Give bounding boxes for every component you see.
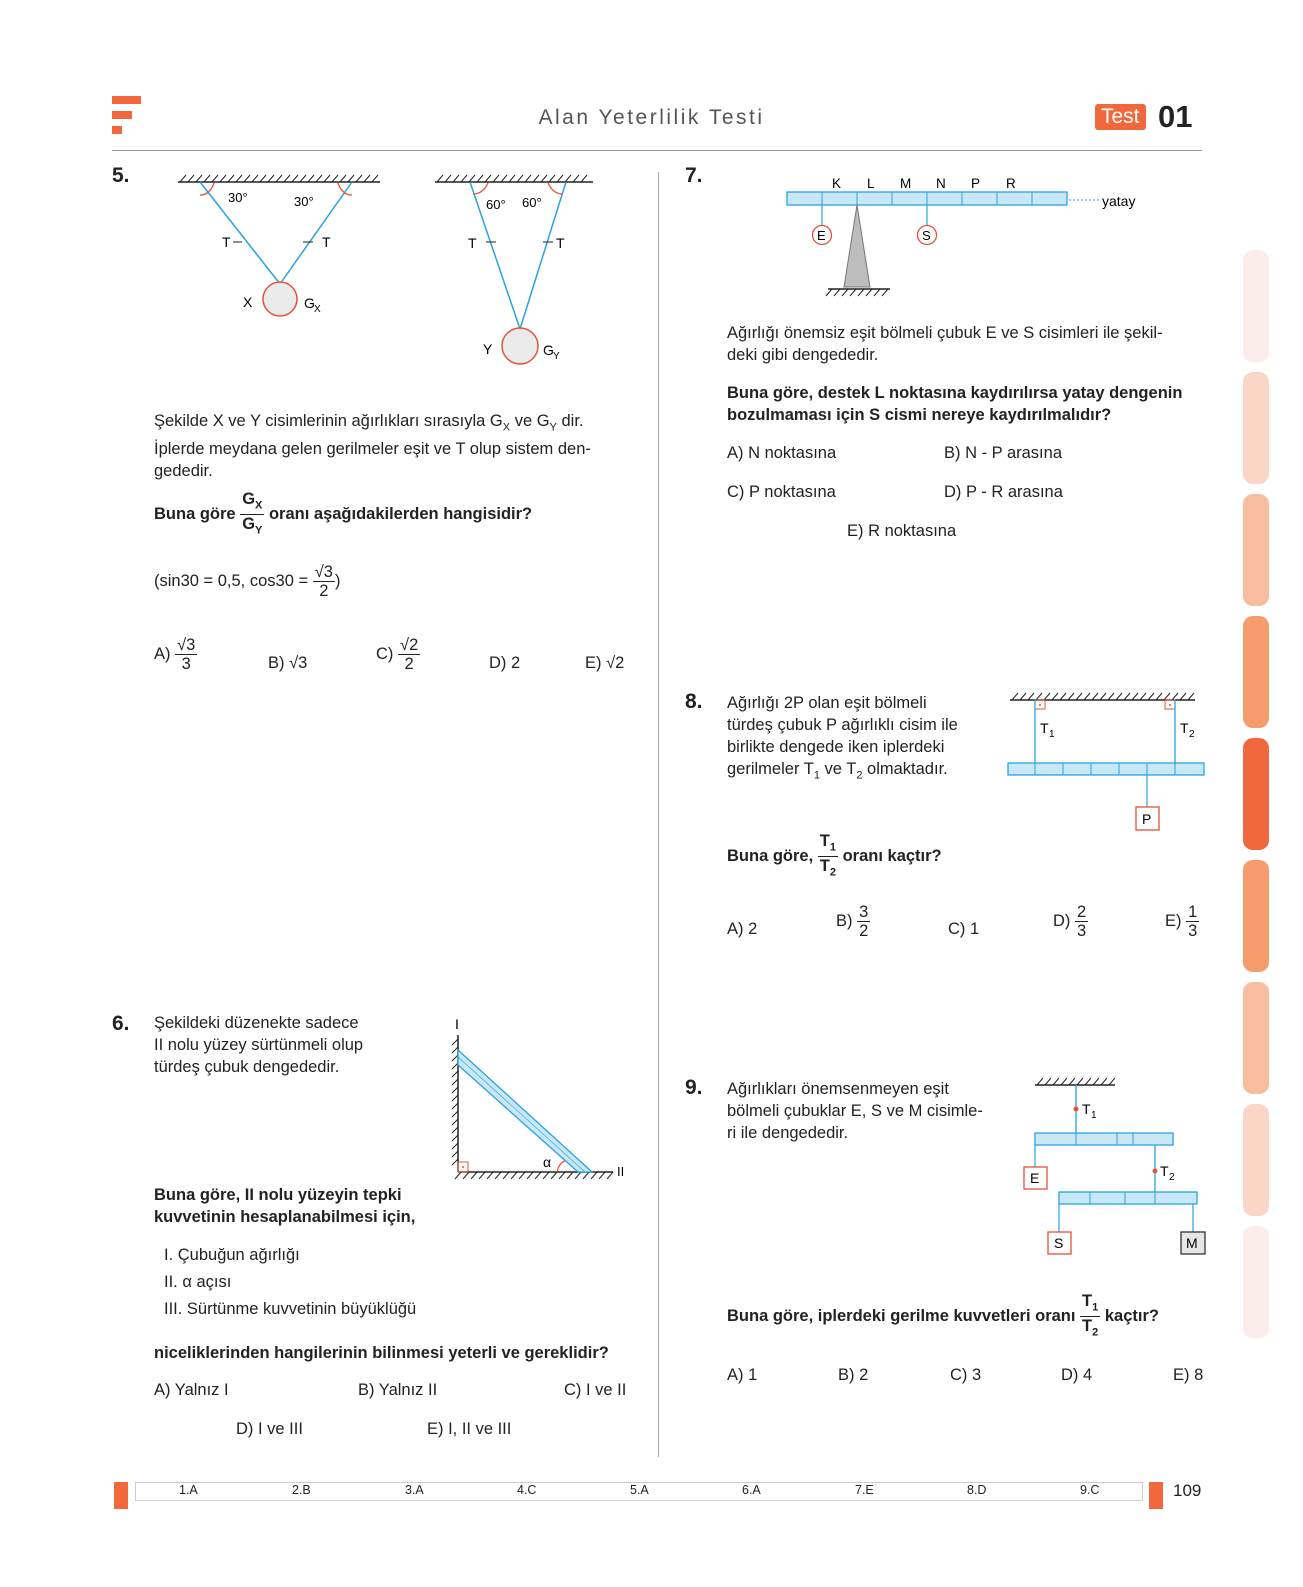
footer-left-marker (114, 1482, 128, 1509)
svg-text:α: α (543, 1154, 552, 1170)
svg-text:1: 1 (1091, 1110, 1097, 1121)
q9-option-c[interactable]: C) 3 (950, 1366, 982, 1384)
answer-key-item: 9.C (1080, 1483, 1100, 1497)
answer-key-item: 3.A (405, 1483, 424, 1497)
test-badge: Test (1095, 104, 1146, 130)
svg-text:2: 2 (1169, 1172, 1175, 1183)
question-7-prompt: Buna göre, destek L noktasına kaydırılırsa yatay dengenin bozulmaması için S cismi nereye kaydırılmalıdır? (727, 384, 1183, 424)
question-5-figure (170, 172, 610, 377)
svg-text:1: 1 (1049, 729, 1055, 740)
answer-key-item: 8.D (967, 1483, 987, 1497)
question-8-number: 8. (685, 690, 703, 713)
answer-key-item: 5.A (630, 1483, 649, 1497)
q9-option-b[interactable]: B) 2 (838, 1366, 869, 1384)
footer-right-marker (1149, 1482, 1163, 1509)
svg-text:L: L (867, 176, 875, 191)
question-9-number: 9. (685, 1076, 703, 1099)
side-tab (1243, 982, 1269, 1094)
q7-option-b[interactable]: B) N - P arasına (944, 444, 1062, 462)
tension-label: T (468, 235, 477, 251)
object-label-y: Y (483, 341, 493, 357)
q9-option-d[interactable]: D) 4 (1061, 1366, 1093, 1384)
q5-option-a[interactable]: A) $\frac{√3}{3}$ (154, 636, 196, 673)
q8-option-a[interactable]: A) 2 (727, 920, 758, 938)
side-tab (1243, 1226, 1269, 1338)
test-number: 01 (1158, 99, 1193, 134)
question-7-number: 7. (685, 164, 703, 187)
question-7-figure (780, 170, 1150, 305)
q8-option-e[interactable]: E) $\frac{1}{3}$ (1165, 903, 1198, 940)
page-title: Alan Yeterlilik Testi (538, 106, 765, 129)
svg-text:K: K (832, 176, 842, 191)
svg-text:P: P (971, 176, 981, 191)
question-9-figure (1015, 1075, 1210, 1260)
q5-option-c[interactable]: C) $\frac{√2}{2}$ (376, 636, 419, 673)
svg-text:E: E (1030, 1170, 1040, 1186)
q9-option-e[interactable]: E) 8 (1173, 1366, 1204, 1384)
svg-text:P: P (1142, 811, 1152, 827)
side-tab (1243, 738, 1269, 850)
question-8-figure (1000, 690, 1205, 840)
tension-label: T (556, 235, 565, 251)
answer-key-item: 2.B (292, 1483, 311, 1497)
page-number: 109 (1173, 1481, 1202, 1500)
svg-text:I: I (455, 1016, 459, 1032)
q7-option-d[interactable]: D) P - R arasına (944, 483, 1063, 501)
question-5-prompt: Buna göre $\frac{G_X}{G_Y}$ oranı aşağıdakilerden hangisidir? (154, 490, 533, 537)
q9-option-a[interactable]: A) 1 (727, 1366, 758, 1384)
question-6-number: 6. (112, 1012, 130, 1035)
question-7-text: Ağırlığı önemsiz eşit bölmeli çubuk E ve S cisimleri ile şekil- deki gibi dengededir. (727, 324, 1163, 364)
side-tab (1243, 372, 1269, 484)
question-6-items: I. Çubuğun ağırlığı II. α açısı III. Sürtünme kuvvetinin büyüklüğü (164, 1246, 417, 1318)
q7-option-a[interactable]: A) N noktasına (727, 444, 837, 462)
q7-option-e[interactable]: E) R noktasına (847, 522, 957, 540)
question-5-number: 5. (112, 164, 130, 187)
svg-text:N: N (936, 176, 946, 191)
angle-label: 60° (486, 197, 506, 212)
q5-option-e[interactable]: E) √2 (585, 654, 625, 672)
q6-option-c[interactable]: C) I ve II (564, 1381, 627, 1399)
side-tab (1243, 494, 1269, 606)
q8-option-c[interactable]: C) 1 (948, 920, 980, 938)
svg-text:T: T (1040, 720, 1049, 736)
svg-text:S: S (1054, 1235, 1064, 1251)
q6-option-e[interactable]: E) I, II ve III (427, 1420, 512, 1438)
svg-text:M: M (1186, 1235, 1198, 1251)
q7-option-c[interactable]: C) P noktasına (727, 483, 836, 501)
tension-label: T (222, 234, 231, 250)
question-6-text: Şekildeki düzenekte sadece II nolu yüzey sürtünmeli olup türdeş çubuk dengededir. (154, 1014, 364, 1076)
svg-text:2: 2 (1189, 729, 1195, 740)
column-divider (658, 172, 659, 1457)
svg-text:T: T (1160, 1163, 1169, 1179)
header-divider (112, 150, 1202, 151)
q6-option-a[interactable]: A) Yalnız I (154, 1381, 229, 1399)
svg-text:yatay: yatay (1102, 193, 1136, 209)
question-8-prompt: Buna göre, $\frac{T_1}{T_2}$ oranı kaçtır? (727, 832, 942, 879)
angle-label: 30° (294, 194, 314, 209)
question-5-text: Şekilde X ve Y cisimlerinin ağırlıkları sırasıyla $G_X$ ve $G_Y$ dir. İplerde meydana gelen gerilmeler eşit ve T olup sistem den- gededir. (154, 412, 591, 481)
side-tab (1243, 250, 1269, 362)
tension-label: T (322, 234, 331, 250)
angle-label: 30° (228, 190, 248, 205)
answer-key-item: 4.C (517, 1483, 537, 1497)
svg-text:G: G (304, 295, 315, 311)
q5-option-b[interactable]: B) √3 (268, 654, 308, 672)
question-6-prompt: Buna göre, II nolu yüzeyin tepki kuvvetinin hesaplanabilmesi için, (154, 1186, 416, 1226)
svg-text:II: II (617, 1164, 625, 1179)
side-tab (1243, 860, 1269, 972)
q8-option-d[interactable]: D) $\frac{2}{3}$ (1053, 903, 1087, 940)
svg-text:S: S (922, 228, 931, 243)
side-tab (1243, 616, 1269, 728)
question-6-figure (445, 1015, 630, 1185)
svg-text:G: G (543, 342, 554, 358)
question-9-prompt: Buna göre, iplerdeki gerilme kuvvetleri oranı $\frac{T_1}{T_2}$ kaçtır? (727, 1292, 1159, 1339)
object-label-x: X (243, 294, 253, 310)
answer-key-item: 6.A (742, 1483, 761, 1497)
question-6-prompt-2: niceliklerinden hangilerinin bilinmesi yeterli ve gereklidir? (154, 1344, 609, 1362)
q6-option-b[interactable]: B) Yalnız II (358, 1381, 438, 1399)
svg-text:X: X (314, 304, 321, 315)
question-5-hint: (sin30 = 0,5, cos30 = $\frac{√3}{2}$ ) (154, 563, 341, 600)
svg-text:T: T (1082, 1101, 1091, 1117)
svg-text:R: R (1006, 176, 1016, 191)
q5-option-d[interactable]: D) 2 (489, 654, 521, 672)
q6-option-d[interactable]: D) I ve III (236, 1420, 303, 1438)
svg-text:Y: Y (553, 351, 560, 362)
answer-key-item: 1.A (179, 1483, 198, 1497)
angle-label: 60° (522, 195, 542, 210)
side-tab (1243, 1104, 1269, 1216)
answer-key-item: 7.E (855, 1483, 874, 1497)
question-9-text: Ağırlıkları önemsenmeyen eşit bölmeli çubuklar E, S ve M cisimle- ri ile dengededir. (727, 1080, 983, 1142)
svg-text:T: T (1180, 720, 1189, 736)
q8-option-b[interactable]: B) $\frac{3}{2}$ (836, 903, 869, 940)
svg-text:M: M (900, 176, 912, 191)
question-8-text: Ağırlığı 2P olan eşit bölmeli türdeş çubuk P ağırlıklı cisim ile birlikte dengede iken iplerdeki gerilmeler $T_1$ ve $T_2$ olmaktadır. (727, 694, 958, 782)
svg-text:E: E (817, 228, 826, 243)
